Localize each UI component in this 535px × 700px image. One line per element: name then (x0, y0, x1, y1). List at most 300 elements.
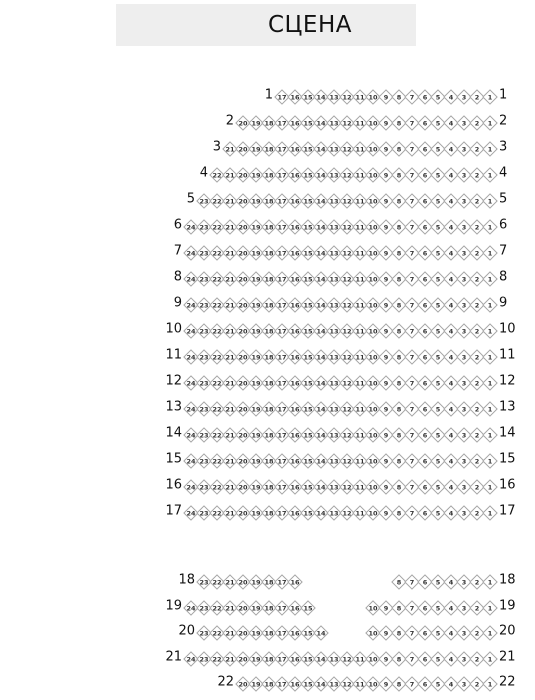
seat-number: 5 (435, 274, 441, 283)
seat-number: 19 (251, 603, 261, 612)
seat-number: 19 (251, 248, 261, 257)
seat-number: 9 (383, 456, 389, 465)
seat-number: 19 (251, 274, 261, 283)
seat-number: 22 (212, 248, 222, 257)
seat-number: 19 (251, 378, 261, 387)
seat-number: 5 (435, 326, 441, 335)
seat-number: 21 (225, 654, 235, 663)
seat-number: 1 (487, 92, 493, 101)
seat-number: 13 (329, 248, 339, 257)
seat-row-14-1[interactable] (482, 427, 498, 443)
seat-number: 7 (409, 170, 415, 179)
seat-number: 8 (396, 170, 402, 179)
seat-number: 8 (396, 628, 402, 637)
seat-number: 14 (316, 679, 326, 688)
seat-number: 14 (316, 352, 326, 361)
seat-number: 18 (264, 404, 274, 413)
seat-number: 6 (422, 404, 428, 413)
seat-number: 1 (487, 222, 493, 231)
seat-number: 5 (435, 378, 441, 387)
seat-number: 11 (355, 679, 365, 688)
seat-number: 4 (448, 92, 454, 101)
seat-number: 20 (238, 482, 248, 491)
seat-number: 20 (238, 352, 248, 361)
seat-number: 20 (238, 603, 248, 612)
seat-number: 6 (422, 679, 428, 688)
seat-row-6-1[interactable] (482, 219, 498, 235)
seat-number: 7 (409, 248, 415, 257)
seat-number: 8 (396, 430, 402, 439)
seat-number: 6 (422, 654, 428, 663)
seat-number: 23 (199, 378, 209, 387)
seat-number: 19 (251, 326, 261, 335)
seat-number: 18 (264, 170, 274, 179)
seat-number: 24 (186, 654, 196, 663)
seat-number: 17 (277, 404, 287, 413)
seat-number: 2 (474, 300, 480, 309)
seat-number: 9 (383, 196, 389, 205)
seat-number: 6 (422, 482, 428, 491)
seat-number: 5 (435, 404, 441, 413)
seat-number: 2 (474, 378, 480, 387)
seat-number: 1 (487, 456, 493, 465)
seat-number: 14 (316, 456, 326, 465)
seat-number: 6 (422, 222, 428, 231)
seat-number: 6 (422, 628, 428, 637)
seat-number: 15 (303, 508, 313, 517)
seat-number: 6 (422, 274, 428, 283)
seat-number: 5 (435, 222, 441, 231)
seat-number: 2 (474, 654, 480, 663)
seat-number: 10 (368, 603, 378, 612)
seat-row-15-1[interactable] (482, 453, 498, 469)
seat-number: 6 (422, 248, 428, 257)
seat-number: 4 (448, 508, 454, 517)
seat-number: 21 (225, 248, 235, 257)
seat-number: 1 (487, 603, 493, 612)
seat-number: 8 (396, 482, 402, 491)
seat-number: 15 (303, 679, 313, 688)
seat-row-18-16[interactable] (287, 574, 303, 590)
seat-number: 14 (316, 326, 326, 335)
seat-number: 6 (422, 326, 428, 335)
seat-number: 22 (212, 456, 222, 465)
seat-number: 6 (422, 603, 428, 612)
seat-number: 18 (264, 628, 274, 637)
seat-number: 1 (487, 352, 493, 361)
seat-number: 23 (199, 300, 209, 309)
row-label-right-10: 10 (499, 321, 516, 337)
seat-number: 18 (264, 654, 274, 663)
seat-number: 3 (461, 300, 467, 309)
row-label-right-22: 22 (499, 674, 516, 690)
seat-number: 10 (368, 628, 378, 637)
seat-number: 21 (225, 222, 235, 231)
seat-number: 16 (290, 679, 300, 688)
seat-number: 7 (409, 654, 415, 663)
seat-number: 8 (396, 300, 402, 309)
seat-number: 12 (342, 352, 352, 361)
seat-number: 21 (225, 170, 235, 179)
seat-number: 21 (225, 482, 235, 491)
seat-number: 4 (448, 118, 454, 127)
seat-number: 20 (238, 430, 248, 439)
seat-number: 9 (383, 482, 389, 491)
seat-number: 5 (435, 352, 441, 361)
seat-number: 7 (409, 144, 415, 153)
seat-number: 22 (212, 654, 222, 663)
seat-number: 15 (303, 144, 313, 153)
seat-number: 22 (212, 222, 222, 231)
seat-number: 10 (368, 248, 378, 257)
seat-number: 10 (368, 274, 378, 283)
seat-number: 20 (238, 170, 248, 179)
seat-number: 16 (290, 118, 300, 127)
seat-number: 1 (487, 508, 493, 517)
seat-number: 15 (303, 196, 313, 205)
seat-number: 15 (303, 603, 313, 612)
seat-number: 19 (251, 170, 261, 179)
seat-number: 12 (342, 196, 352, 205)
seat-number: 18 (264, 508, 274, 517)
seat-number: 24 (186, 378, 196, 387)
seat-number: 3 (461, 170, 467, 179)
seat-number: 22 (212, 603, 222, 612)
seat-row-5-1[interactable] (482, 193, 498, 209)
seat-number: 5 (435, 508, 441, 517)
seat-number: 8 (396, 508, 402, 517)
seat-row-19-1[interactable] (482, 600, 498, 616)
seat-number: 5 (435, 628, 441, 637)
seat-number: 19 (251, 679, 261, 688)
seat-number: 24 (186, 404, 196, 413)
seat-number: 16 (290, 404, 300, 413)
seat-number: 20 (238, 326, 248, 335)
seat-number: 2 (474, 196, 480, 205)
seat-row-1-1[interactable] (482, 89, 498, 105)
seat-row-21-1[interactable] (482, 651, 498, 667)
seat-number: 22 (212, 378, 222, 387)
seat-number: 16 (290, 326, 300, 335)
seat-number: 6 (422, 196, 428, 205)
seat-number: 18 (264, 144, 274, 153)
seat-number: 6 (422, 577, 428, 586)
seat-number: 10 (368, 222, 378, 231)
seat-number: 2 (474, 170, 480, 179)
seat-number: 13 (329, 654, 339, 663)
seat-number: 20 (238, 628, 248, 637)
row-label-right-12: 12 (499, 373, 516, 389)
seat-number: 13 (329, 404, 339, 413)
seat-number: 2 (474, 326, 480, 335)
seat-number: 3 (461, 482, 467, 491)
seat-number: 7 (409, 378, 415, 387)
seat-number: 14 (316, 196, 326, 205)
seat-number: 10 (368, 170, 378, 179)
seat-number: 24 (186, 222, 196, 231)
seat-number: 1 (487, 628, 493, 637)
seat-number: 11 (355, 196, 365, 205)
seat-number: 18 (264, 118, 274, 127)
seat-number: 13 (329, 378, 339, 387)
seat-number: 21 (225, 603, 235, 612)
seat-number: 24 (186, 326, 196, 335)
seat-number: 15 (303, 628, 313, 637)
seat-number: 12 (342, 118, 352, 127)
seat-number: 11 (355, 300, 365, 309)
seat-number: 2 (474, 274, 480, 283)
seat-number: 3 (461, 679, 467, 688)
seat-number: 7 (409, 352, 415, 361)
seat-number: 16 (290, 222, 300, 231)
seat-number: 18 (264, 196, 274, 205)
seat-number: 5 (435, 679, 441, 688)
seat-row-3-1[interactable] (482, 141, 498, 157)
seat-row-4-1[interactable] (482, 167, 498, 183)
seat-number: 16 (290, 603, 300, 612)
seat-row-9-1[interactable] (482, 297, 498, 313)
seat-number: 19 (251, 118, 261, 127)
seat-number: 17 (277, 170, 287, 179)
row-label-left-9: 9 (173, 295, 182, 311)
seat-number: 18 (264, 274, 274, 283)
row-label-right-4: 4 (499, 165, 508, 181)
seat-number: 24 (186, 456, 196, 465)
seat-number: 18 (264, 378, 274, 387)
seat-number: 7 (409, 274, 415, 283)
seat-row-2-1[interactable] (482, 115, 498, 131)
seat-number: 7 (409, 326, 415, 335)
seat-number: 11 (355, 404, 365, 413)
seat-number: 21 (225, 508, 235, 517)
row-label-right-8: 8 (499, 269, 508, 285)
seat-number: 6 (422, 118, 428, 127)
seat-number: 19 (251, 628, 261, 637)
seat-number: 14 (316, 222, 326, 231)
seat-number: 22 (212, 170, 222, 179)
seat-number: 4 (448, 679, 454, 688)
seat-number: 14 (316, 248, 326, 257)
row-label-right-16: 16 (499, 477, 516, 493)
seat-number: 6 (422, 456, 428, 465)
seat-row-13-1[interactable] (482, 401, 498, 417)
seat-number: 8 (396, 654, 402, 663)
seat-number: 2 (474, 603, 480, 612)
seat-number: 16 (290, 352, 300, 361)
row-label-left-15: 15 (165, 451, 182, 467)
seat-number: 17 (277, 274, 287, 283)
seat-number: 16 (290, 248, 300, 257)
row-label-left-8: 8 (173, 269, 182, 285)
seat-number: 23 (199, 482, 209, 491)
seat-number: 2 (474, 456, 480, 465)
seat-number: 23 (199, 222, 209, 231)
seat-number: 20 (238, 222, 248, 231)
seat-number: 11 (355, 378, 365, 387)
seat-row-12-1[interactable] (482, 375, 498, 391)
seat-number: 2 (474, 577, 480, 586)
seat-number: 12 (342, 508, 352, 517)
seat-number: 14 (316, 628, 326, 637)
seat-number: 8 (396, 352, 402, 361)
seat-number: 7 (409, 300, 415, 309)
row-label-right-3: 3 (499, 139, 508, 155)
seat-row-20-1[interactable] (482, 625, 498, 641)
seat-number: 23 (199, 196, 209, 205)
seat-number: 18 (264, 352, 274, 361)
seat-number: 13 (329, 300, 339, 309)
seat-number: 9 (383, 274, 389, 283)
seat-number: 5 (435, 170, 441, 179)
seat-number: 1 (487, 248, 493, 257)
seat-number: 1 (487, 482, 493, 491)
seat-number: 15 (303, 482, 313, 491)
seat-number: 4 (448, 430, 454, 439)
seat-number: 17 (277, 352, 287, 361)
seat-number: 20 (238, 196, 248, 205)
seat-number: 20 (238, 378, 248, 387)
seat-row-17-1[interactable] (482, 505, 498, 521)
seat-number: 4 (448, 378, 454, 387)
seat-number: 9 (383, 144, 389, 153)
seat-number: 4 (448, 300, 454, 309)
seat-number: 24 (186, 603, 196, 612)
seat-number: 14 (316, 430, 326, 439)
seat-number: 21 (225, 577, 235, 586)
seat-number: 2 (474, 118, 480, 127)
seat-number: 19 (251, 404, 261, 413)
seat-number: 3 (461, 144, 467, 153)
seat-number: 16 (290, 430, 300, 439)
seat-number: 16 (290, 144, 300, 153)
seat-row-22-1[interactable] (482, 676, 498, 692)
seat-number: 22 (212, 300, 222, 309)
seat-number: 1 (487, 577, 493, 586)
seat-number: 19 (251, 300, 261, 309)
seat-number: 1 (487, 196, 493, 205)
seat-number: 3 (461, 92, 467, 101)
seat-number: 23 (199, 248, 209, 257)
seat-row-7-1[interactable] (482, 245, 498, 261)
seat-row-19-15[interactable] (300, 600, 316, 616)
seat-number: 16 (290, 378, 300, 387)
row-label-right-13: 13 (499, 399, 516, 415)
seat-number: 15 (303, 326, 313, 335)
seat-number: 17 (277, 456, 287, 465)
seat-number: 12 (342, 679, 352, 688)
row-label-left-3: 3 (212, 139, 221, 155)
seat-number: 21 (225, 326, 235, 335)
seat-number: 1 (487, 430, 493, 439)
row-label-right-17: 17 (499, 503, 516, 519)
seat-number: 10 (368, 326, 378, 335)
seat-row-8-1[interactable] (482, 271, 498, 287)
seat-number: 6 (422, 92, 428, 101)
seat-number: 12 (342, 456, 352, 465)
seat-number: 2 (474, 430, 480, 439)
stage (116, 4, 416, 46)
seat-number: 13 (329, 196, 339, 205)
seat-number: 17 (277, 326, 287, 335)
seat-row-20-14[interactable] (313, 625, 329, 641)
seat-number: 14 (316, 274, 326, 283)
seat-number: 15 (303, 92, 313, 101)
seat-number: 11 (355, 352, 365, 361)
seat-number: 3 (461, 508, 467, 517)
seat-number: 2 (474, 404, 480, 413)
seat-row-16-1[interactable] (482, 479, 498, 495)
seat-number: 5 (435, 196, 441, 205)
seat-number: 18 (264, 456, 274, 465)
seat-number: 9 (383, 92, 389, 101)
seat-number: 4 (448, 628, 454, 637)
seat-number: 19 (251, 196, 261, 205)
seat-number: 5 (435, 144, 441, 153)
seat-number: 12 (342, 430, 352, 439)
seat-number: 16 (290, 508, 300, 517)
seat-number: 23 (199, 274, 209, 283)
seat-number: 6 (422, 378, 428, 387)
seat-number: 13 (329, 92, 339, 101)
seat-number: 19 (251, 430, 261, 439)
seat-number: 9 (383, 628, 389, 637)
seat-number: 10 (368, 144, 378, 153)
seat-number: 11 (355, 222, 365, 231)
seat-number: 22 (212, 404, 222, 413)
row-label-left-7: 7 (173, 243, 182, 259)
seat-number: 19 (251, 482, 261, 491)
seat-number: 14 (316, 92, 326, 101)
seat-number: 9 (383, 679, 389, 688)
seat-row-18-1[interactable] (482, 574, 498, 590)
seat-number: 4 (448, 482, 454, 491)
seat-number: 17 (277, 118, 287, 127)
seat-number: 11 (355, 482, 365, 491)
row-label-right-5: 5 (499, 191, 508, 207)
seat-number: 22 (212, 196, 222, 205)
seat-number: 9 (383, 300, 389, 309)
seat-row-10-1[interactable] (482, 323, 498, 339)
seat-number: 8 (396, 679, 402, 688)
seat-number: 9 (383, 378, 389, 387)
seat-row-11-1[interactable] (482, 349, 498, 365)
seat-number: 5 (435, 300, 441, 309)
seat-number: 6 (422, 430, 428, 439)
seat-number: 17 (277, 196, 287, 205)
row-label-right-9: 9 (499, 295, 508, 311)
seat-number: 5 (435, 248, 441, 257)
seat-number: 7 (409, 196, 415, 205)
seat-number: 2 (474, 222, 480, 231)
seat-number: 22 (212, 274, 222, 283)
seat-number: 9 (383, 118, 389, 127)
row-label-right-7: 7 (499, 243, 508, 259)
seat-number: 14 (316, 170, 326, 179)
seat-number: 3 (461, 603, 467, 612)
row-label-right-15: 15 (499, 451, 516, 467)
seat-number: 1 (487, 300, 493, 309)
seat-number: 5 (435, 577, 441, 586)
seat-number: 9 (383, 326, 389, 335)
seat-number: 11 (355, 456, 365, 465)
seat-number: 11 (355, 92, 365, 101)
seat-number: 23 (199, 456, 209, 465)
seat-number: 5 (435, 456, 441, 465)
seat-number: 19 (251, 222, 261, 231)
seat-number: 3 (461, 404, 467, 413)
seat-number: 15 (303, 222, 313, 231)
seat-number: 16 (290, 92, 300, 101)
